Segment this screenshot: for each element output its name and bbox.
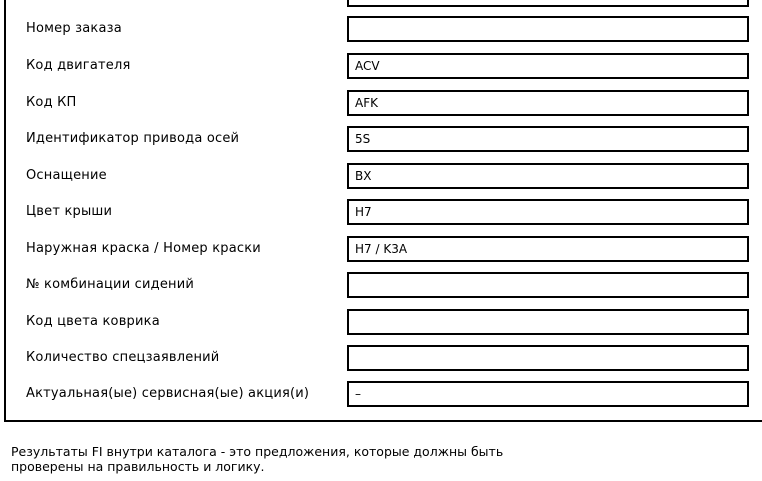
form-row-partial [0, 0, 762, 7]
exterior-paint-label: Наружная краска / Номер краски [26, 241, 261, 256]
partial-top-field[interactable] [347, 0, 749, 7]
form-row-exterior-paint [0, 236, 762, 262]
engine-code-label: Код двигателя [26, 58, 131, 73]
seat-combination-field[interactable] [347, 272, 749, 298]
roof-color-field[interactable] [347, 199, 749, 225]
form-row-carpet-color [0, 309, 762, 335]
form-row-special-requests [0, 345, 762, 371]
service-campaign-label: Актуальная(ые) сервисная(ые) акция(и) [26, 386, 310, 401]
seat-combination-label: № комбинации сидений [26, 277, 195, 292]
disclaimer-note [11, 444, 751, 474]
equipment-field[interactable] [347, 163, 749, 189]
equipment-label: Оснащение [26, 168, 107, 183]
axle-drive-id-field[interactable] [347, 126, 749, 152]
roof-color-label: Цвет крыши [26, 204, 113, 219]
special-requests-field[interactable] [347, 345, 749, 371]
form-row-axle-drive-id [0, 126, 762, 152]
order-number-field[interactable] [347, 16, 749, 42]
order-number-label: Номер заказа [26, 21, 122, 36]
form-row-order-number [0, 16, 762, 42]
special-requests-label: Количество спецзаявлений [26, 350, 220, 365]
exterior-paint-field[interactable] [347, 236, 749, 262]
carpet-color-field[interactable] [347, 309, 749, 335]
engine-code-field[interactable] [347, 53, 749, 79]
form-row-roof-color [0, 199, 762, 225]
form-row-gearbox-code [0, 90, 762, 116]
form-row-engine-code [0, 53, 762, 79]
disclaimer-line-2: проверены на правильность и логику. [11, 459, 265, 474]
form-row-service-campaign [0, 381, 762, 407]
gearbox-code-field[interactable] [347, 90, 749, 116]
gearbox-code-label: Код КП [26, 95, 77, 110]
service-campaign-field[interactable] [347, 381, 749, 407]
form-row-seat-combination [0, 272, 762, 298]
form-row-equipment [0, 163, 762, 189]
carpet-color-label: Код цвета коврика [26, 314, 160, 329]
axle-drive-id-label: Идентификатор привода осей [26, 131, 240, 146]
disclaimer-line-1: Результаты FI внутри каталога - это предложения, которые должны быть [11, 444, 504, 459]
